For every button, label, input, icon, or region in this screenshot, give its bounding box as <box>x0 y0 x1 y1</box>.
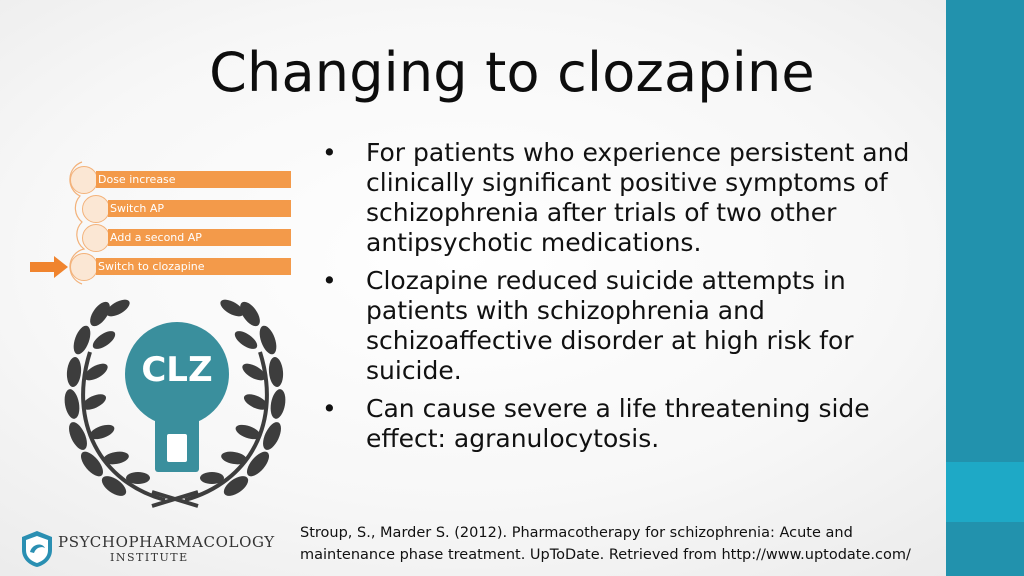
step-switch-ap <box>108 200 291 217</box>
bullet-item <box>318 138 928 258</box>
step-add-second-ap <box>108 229 291 246</box>
steps-connector <box>0 0 300 290</box>
step-switch-to-clozapine <box>96 258 291 275</box>
slide-title: Changing to clozapine <box>209 41 815 104</box>
bullet-text: For patients who experience persistent and clinically significant positive symptoms of schizophrenia after trials of two other antipsychotic medications. <box>366 138 910 257</box>
step-label: Add a second AP <box>110 231 202 244</box>
step-marker-1 <box>70 166 98 194</box>
step-label: Switch to clozapine <box>98 260 205 273</box>
step-marker-4 <box>70 253 98 281</box>
step-dose-increase <box>96 171 291 188</box>
logo-wordmark <box>58 533 275 565</box>
bullet-item <box>318 266 928 386</box>
bullet-marker: • <box>322 138 337 167</box>
shield-logo-icon <box>20 530 54 568</box>
bullet-marker: • <box>322 394 337 423</box>
right-arrow-icon <box>30 256 70 278</box>
citation-text: Stroup, S., Marder S. (2012). Pharmacotherapy for schizophrenia: Acute and maintenance phase treatment. UpToDate. Retrieved from http://www.uptodate.com/ <box>300 525 911 563</box>
logo-line-2: INSTITUTE <box>110 551 189 564</box>
sidebar-accent-band <box>946 462 1024 522</box>
step-marker-3 <box>82 224 110 252</box>
clz-badge-label: CLZ <box>141 350 213 390</box>
bullet-list <box>318 138 928 462</box>
laurel-wreath-icon <box>60 292 290 512</box>
step-label: Switch AP <box>110 202 165 215</box>
bullet-text: Clozapine reduced suicide attempts in patients with schizophrenia and schizoaffective disorder at high risk for suicide. <box>366 266 854 385</box>
step-label: Dose increase <box>98 173 176 186</box>
bullet-item <box>318 394 928 454</box>
logo-line-1: PSYCHOPHARMACOLOGY <box>58 533 275 551</box>
bullet-marker: • <box>322 266 337 295</box>
step-marker-2 <box>82 195 110 223</box>
bullet-text: Can cause severe a life threatening side effect: agranulocytosis. <box>366 394 870 453</box>
